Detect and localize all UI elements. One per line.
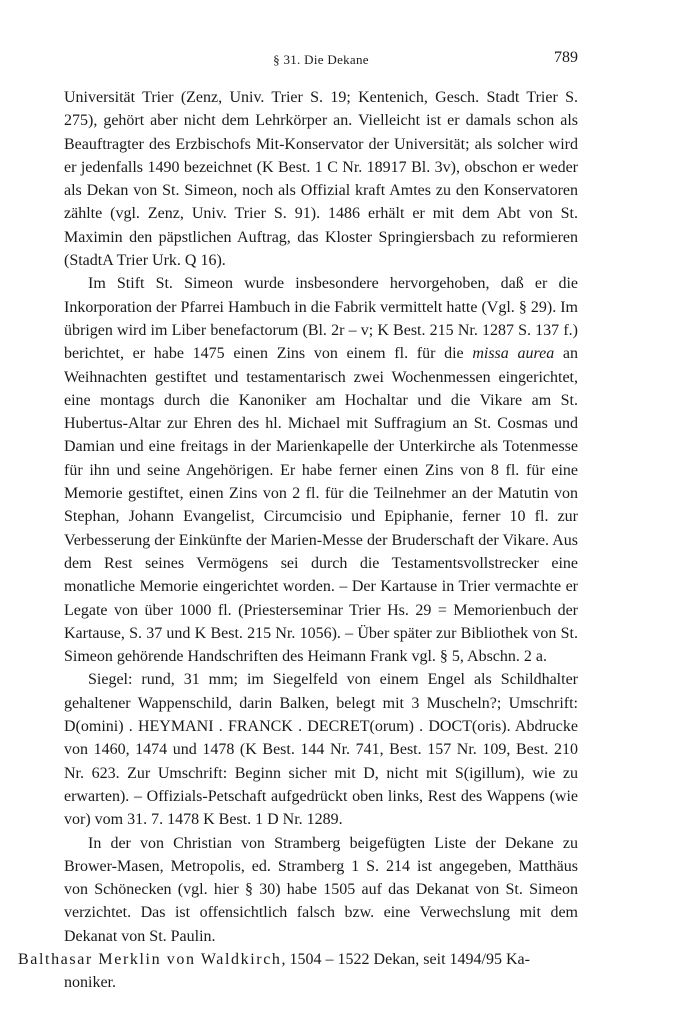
paragraph-2-text-before: Im Stift St. Simeon wurde insbesondere hervorgehoben, daß er die Inkorporation der Pfarrei Hambuch in die Fabrik vermittelt hatte (Vgl. § 29). Im übrigen wird im Liber benefactorum (Bl. 2r – v; K Best. 215 Nr. 1287 S. 137 f.) berichtet, er habe 1475 einen Zins von einem fl. für die (64, 275, 578, 363)
page-body (18, 86, 578, 995)
person-entry-text: , 1504 – 1522 Dekan, seit 1494/95 Ka- (281, 950, 530, 968)
person-entry (18, 948, 578, 995)
paragraph-4: In der von Christian von Stramberg beigefügten Liste der Dekane zu Brower-Masen, Metropolis, ed. Stramberg 1 S. 214 ist angegeben, Matthäus von Schönecken (vgl. hier § 30) habe 1505 auf das Dekanat von St. Simeon verzichtet. Das ist offensichtlich falsch bzw. eine Verwechslung mit dem Dekanat von St. Paulin. (64, 834, 578, 945)
paragraph-2 (64, 272, 578, 668)
running-title: § 31. Die Dekane (273, 52, 369, 67)
page-number: 789 (554, 49, 578, 66)
person-entry-continuation: noniker. (64, 974, 116, 992)
paragraph-2-italic-term: missa aurea (472, 345, 555, 363)
paragraph-3-seal: Siegel: rund, 31 mm; im Siegelfeld von einem Engel als Schildhalter gehaltener Wappenschild, darin Balken, belegt mit 3 Muscheln?; Umschrift: D(omini) . HEYMANI . FRANCK . DECRET(orum) . DOCT(oris). Abdrucke von 1460, 1474 und 1478 (K Best. 144 Nr. 741, Best. 157 Nr. 109, Best. 210 Nr. 623. Zur Umschrift: Beginn sicher mit D, nicht mit S(igillum), wie zu erwarten). – Offizials-Petschaft aufgedrückt oben links, Rest des Wappens (wie vor) vom 31. 7. 1478 K Best. 1 D Nr. 1289. (64, 671, 578, 829)
paragraph-2-text-after: an Weihnachten gestiftet und testamentarisch zwei Wochenmessen eingerichtet, eine montags durch die Kanoniker am Hochaltar und die Vikare am St. Hubertus-Altar zur Ehren des hl. Michael mit Suffragium an St. Cosmas und Damian und eine freitags in der Marienkapelle der Unterkirche als Totenmesse für ihn und seine Angehörigen. Er habe ferner einen Zins von 8 fl. für eine Memorie gestiftet, einen Zins von 2 fl. für die Teilnehmer an der Matutin von Stephan, Johann Evangelist, Circumcisio und Epiphanie, ferner 10 fl. zur Verbesserung der Einkünfte der Marien-Messe der Bruderschaft der Vikare. Aus dem Rest seines Vermögens sei durch die Testamentsvollstrecker eine monatliche Memorie eingerichtet worden. – Der Kartause in Trier vermachte er Legate von über 1000 fl. (Priesterseminar Trier Hs. 29 = Memorienbuch der Kartause, S. 37 und K Best. 215 Nr. 1056). – Über später zur Bibliothek von St. Simeon gehörende Handschriften des Heimann Frank vgl. § 5, Abschn. 2 a. (64, 345, 578, 666)
page-header (64, 49, 578, 74)
person-name: Balthasar Merklin von Waldkirch (18, 950, 282, 968)
paragraph-1: Universität Trier (Zenz, Univ. Trier S. 19; Kentenich, Gesch. Stadt Trier S. 275), gehört aber nicht dem Lehrkörper an. Vielleicht ist er damals schon als Beauftragter des Erzbischofs Mit-Konservator der Universität; als solcher wird er jedenfalls 1490 bezeichnet (K Best. 1 C Nr. 18917 Bl. 3v), obschon er weder als Dekan von St. Simeon, noch als Offizial kraft Amtes zu den Konservatoren zählte (vgl. Zenz, Univ. Trier S. 91). 1486 erhält er mit dem Abt von St. Maximin den päpstlichen Auftrag, das Kloster Springiersbach zu reformieren (StadtA Trier Urk. Q 16). (64, 89, 578, 270)
